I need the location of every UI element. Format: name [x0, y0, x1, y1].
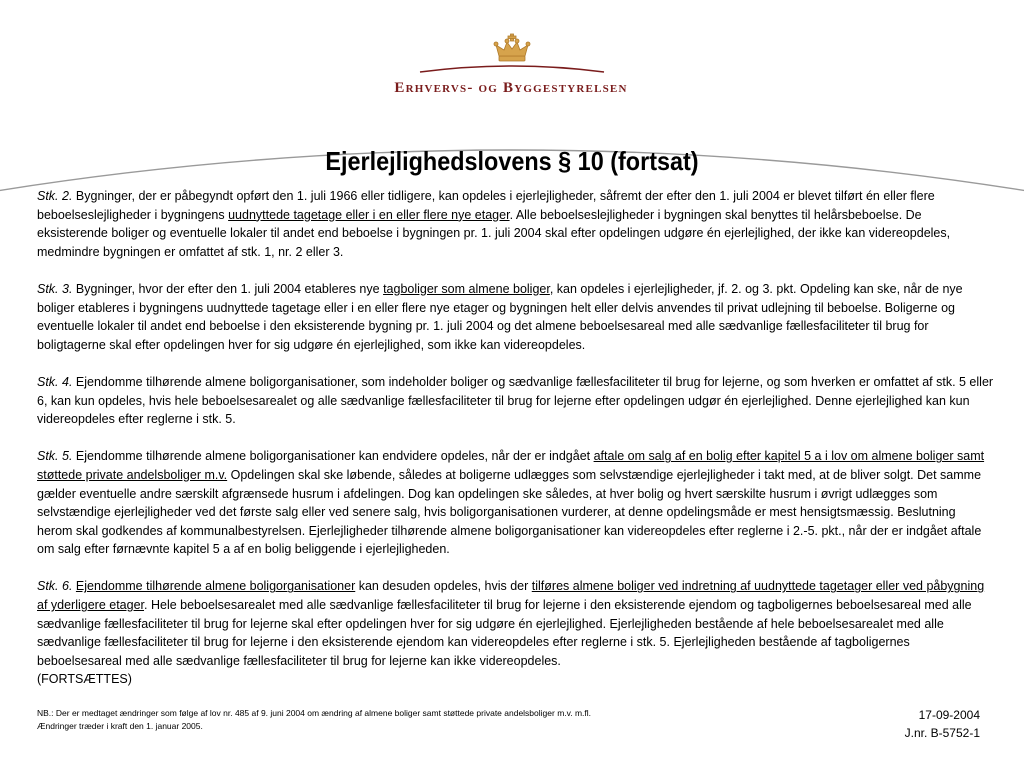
paragraph-text: Ejendomme tilhørende almene boligorganisationer kan endvidere opdeles, når der er indgået — [72, 449, 594, 464]
journal-number: J.nr. B-5752-1 — [904, 726, 980, 740]
paragraph-text: . Alle beboelseslejligheder i bygningen skal benyttes til helårsbeboelse. De eksisterende boliger og eventuelle lokaler til andet end beboelse i bygningen pr. 1. juli 2004 skal efter opdelingen udgøre én ejerlejlighed, der ikke kan videreopdeles, medmindre bygningen er omfattet af stk. 1, nr. 2 eller 3. — [37, 207, 951, 259]
paragraph-text: . Hele beboelsesarealet med alle sædvanlige fællesfaciliteter til brug for lejerne i den eksisterende ejendom og tagboligernes beboelsesareal med alle sædvanlige fællesfaciliteter til brug for lejerne skal efter opdelingen hver for sig udgøre én ejerlejlighed. Ejerlejligheden bestående af hele beboelsesarealet med alle sædvanlige fællesfaciliteter til brug for lejerne i den eksisterende ejendom kan videreopdeles efter reglerne i stk. 5. Ejerlejligheden bestående af tagboligernes beboelsesareal med alle sædvanlige fællesfaciliteter til brug for lejerne kan ikke videreopdeles. — [37, 598, 972, 668]
paragraph-text: Opdelingen skal ske løbende, således at boligerne udlægges som selvstændige ejerlejligheder i takt med, at de bliver solgt. Det samme gælder eventuelle andre særskilt afgrænsede husrum i afdelingen. Dog kan opdelingen ske således, at hver bolig og hvert særskilte husrum i øvrigt udlægges som selvstændige ejerlejligheder ved det første salg eller ved senere salg, hvis boligorganisationen vurderer, at denne opdelingsmåde er mest hensigtsmæssig. Beslutning herom skal godkendes af kommunalbestyrelsen. Ejerlejligheder tilhørende almene boligorganisationer kan videreopdeles efter reglerne i 2.-5. pkt., når der er indgået aftale om salg efter førnævnte kapitel 5 a af en bolig beliggende i ejerlejligheden. — [37, 467, 982, 557]
paragraph-text: Bygninger, der er påbegyndt opført den 1. juli 1966 eller tidligere, kan opdeles i ejerlejligheder, såfremt der efter den 1. juli 2004 er blevet tilført én eller flere beboelseslejligheder i bygningens — [37, 189, 935, 222]
stk-label: Stk. 6. — [37, 579, 73, 594]
stk-label: Stk. 5. — [37, 449, 73, 464]
paragraph-stk3 — [37, 280, 994, 354]
paragraph-text: Bygninger, hvor der efter den 1. juli 2004 etableres nye — [72, 281, 384, 296]
footnote-line: Ændringer træder i kraft den 1. januar 2005. — [37, 720, 203, 731]
continued-marker: (FORTSÆTTES) — [37, 672, 132, 687]
underlined-text: aftale om salg af en bolig efter kapitel 5 a i lov om almene boliger samt støttede private andelsboliger m.v. — [37, 449, 985, 482]
underlined-text: uudnyttede tagetage eller i en eller flere nye etager — [228, 207, 510, 222]
underlined-text: Ejendomme tilhørende almene boligorganisationer — [75, 579, 356, 594]
stk-label: Stk. 3. — [37, 281, 73, 296]
paragraph-stk6 — [37, 577, 994, 689]
stk-label: Stk. 2. — [37, 189, 73, 203]
paragraph-text: kan desuden opdeles, hvis der — [355, 579, 532, 594]
page-title: Ejerlejlighedslovens § 10 (fortsat) — [325, 146, 699, 176]
footnote — [37, 707, 737, 732]
organization-name: Erhvervs- og Byggestyrelsen — [394, 80, 628, 96]
paragraph-text: Ejendomme tilhørende almene boligorganisationer, som indeholder boliger og sædvanlige fællesfaciliteter til brug for lejerne, og som hverken er omfattet af stk. 5 eller 6, kan kun opdeles, hvis hele beboelsesarealet og alle sædvanlige fællesfaciliteter til brug for lejerne efter opdelingen udgør én ejerlejlighed. Denne ejerlejlighed kan kun videreopdeles efter reglerne i stk. 5. — [37, 374, 994, 427]
document-meta — [905, 706, 980, 742]
logo-arc — [420, 66, 604, 72]
footnote-line: NB.: Der er medtaget ændringer som følge af lov nr. 485 af 9. juni 2004 om ændring af almene boliger samt støttede private andelsboliger m.v. m.fl. — [37, 708, 592, 718]
crown-icon — [494, 34, 530, 61]
stk-label: Stk. 4. — [37, 374, 73, 389]
underlined-text: tilføres almene boliger ved indretning af uudnyttede tagetager eller ved påbygning af yderligere etager — [37, 579, 985, 613]
underlined-text: tagboliger som almene boliger — [383, 281, 550, 296]
paragraph-stk2 — [37, 187, 994, 261]
paragraph-stk4 — [37, 373, 994, 429]
document-date: 17-09-2004 — [918, 708, 980, 722]
paragraph-text: , kan opdeles i ejerlejligheder, jf. 2. og 3. pkt. Opdeling kan ske, når de nye boliger etableres i bygningens uudnyttede tagetage eller i en eller flere nye etager og bygningen helt eller delvis anvendes til privat udlejning til beboelse. Boligerne og eventuelle lokaler til andet end beboelse i den eksisterende bygning pr. 1. juli 2004 og det almene beboelsesareal med alle sædvanlige fællesfaciliteter til brug for boligtagerne skal efter opdelingen hver for sig udgøre én ejerlejlighed, som ikke kan videreopdeles. — [37, 281, 963, 352]
paragraph-stk5 — [37, 447, 994, 559]
law-text — [37, 187, 994, 689]
